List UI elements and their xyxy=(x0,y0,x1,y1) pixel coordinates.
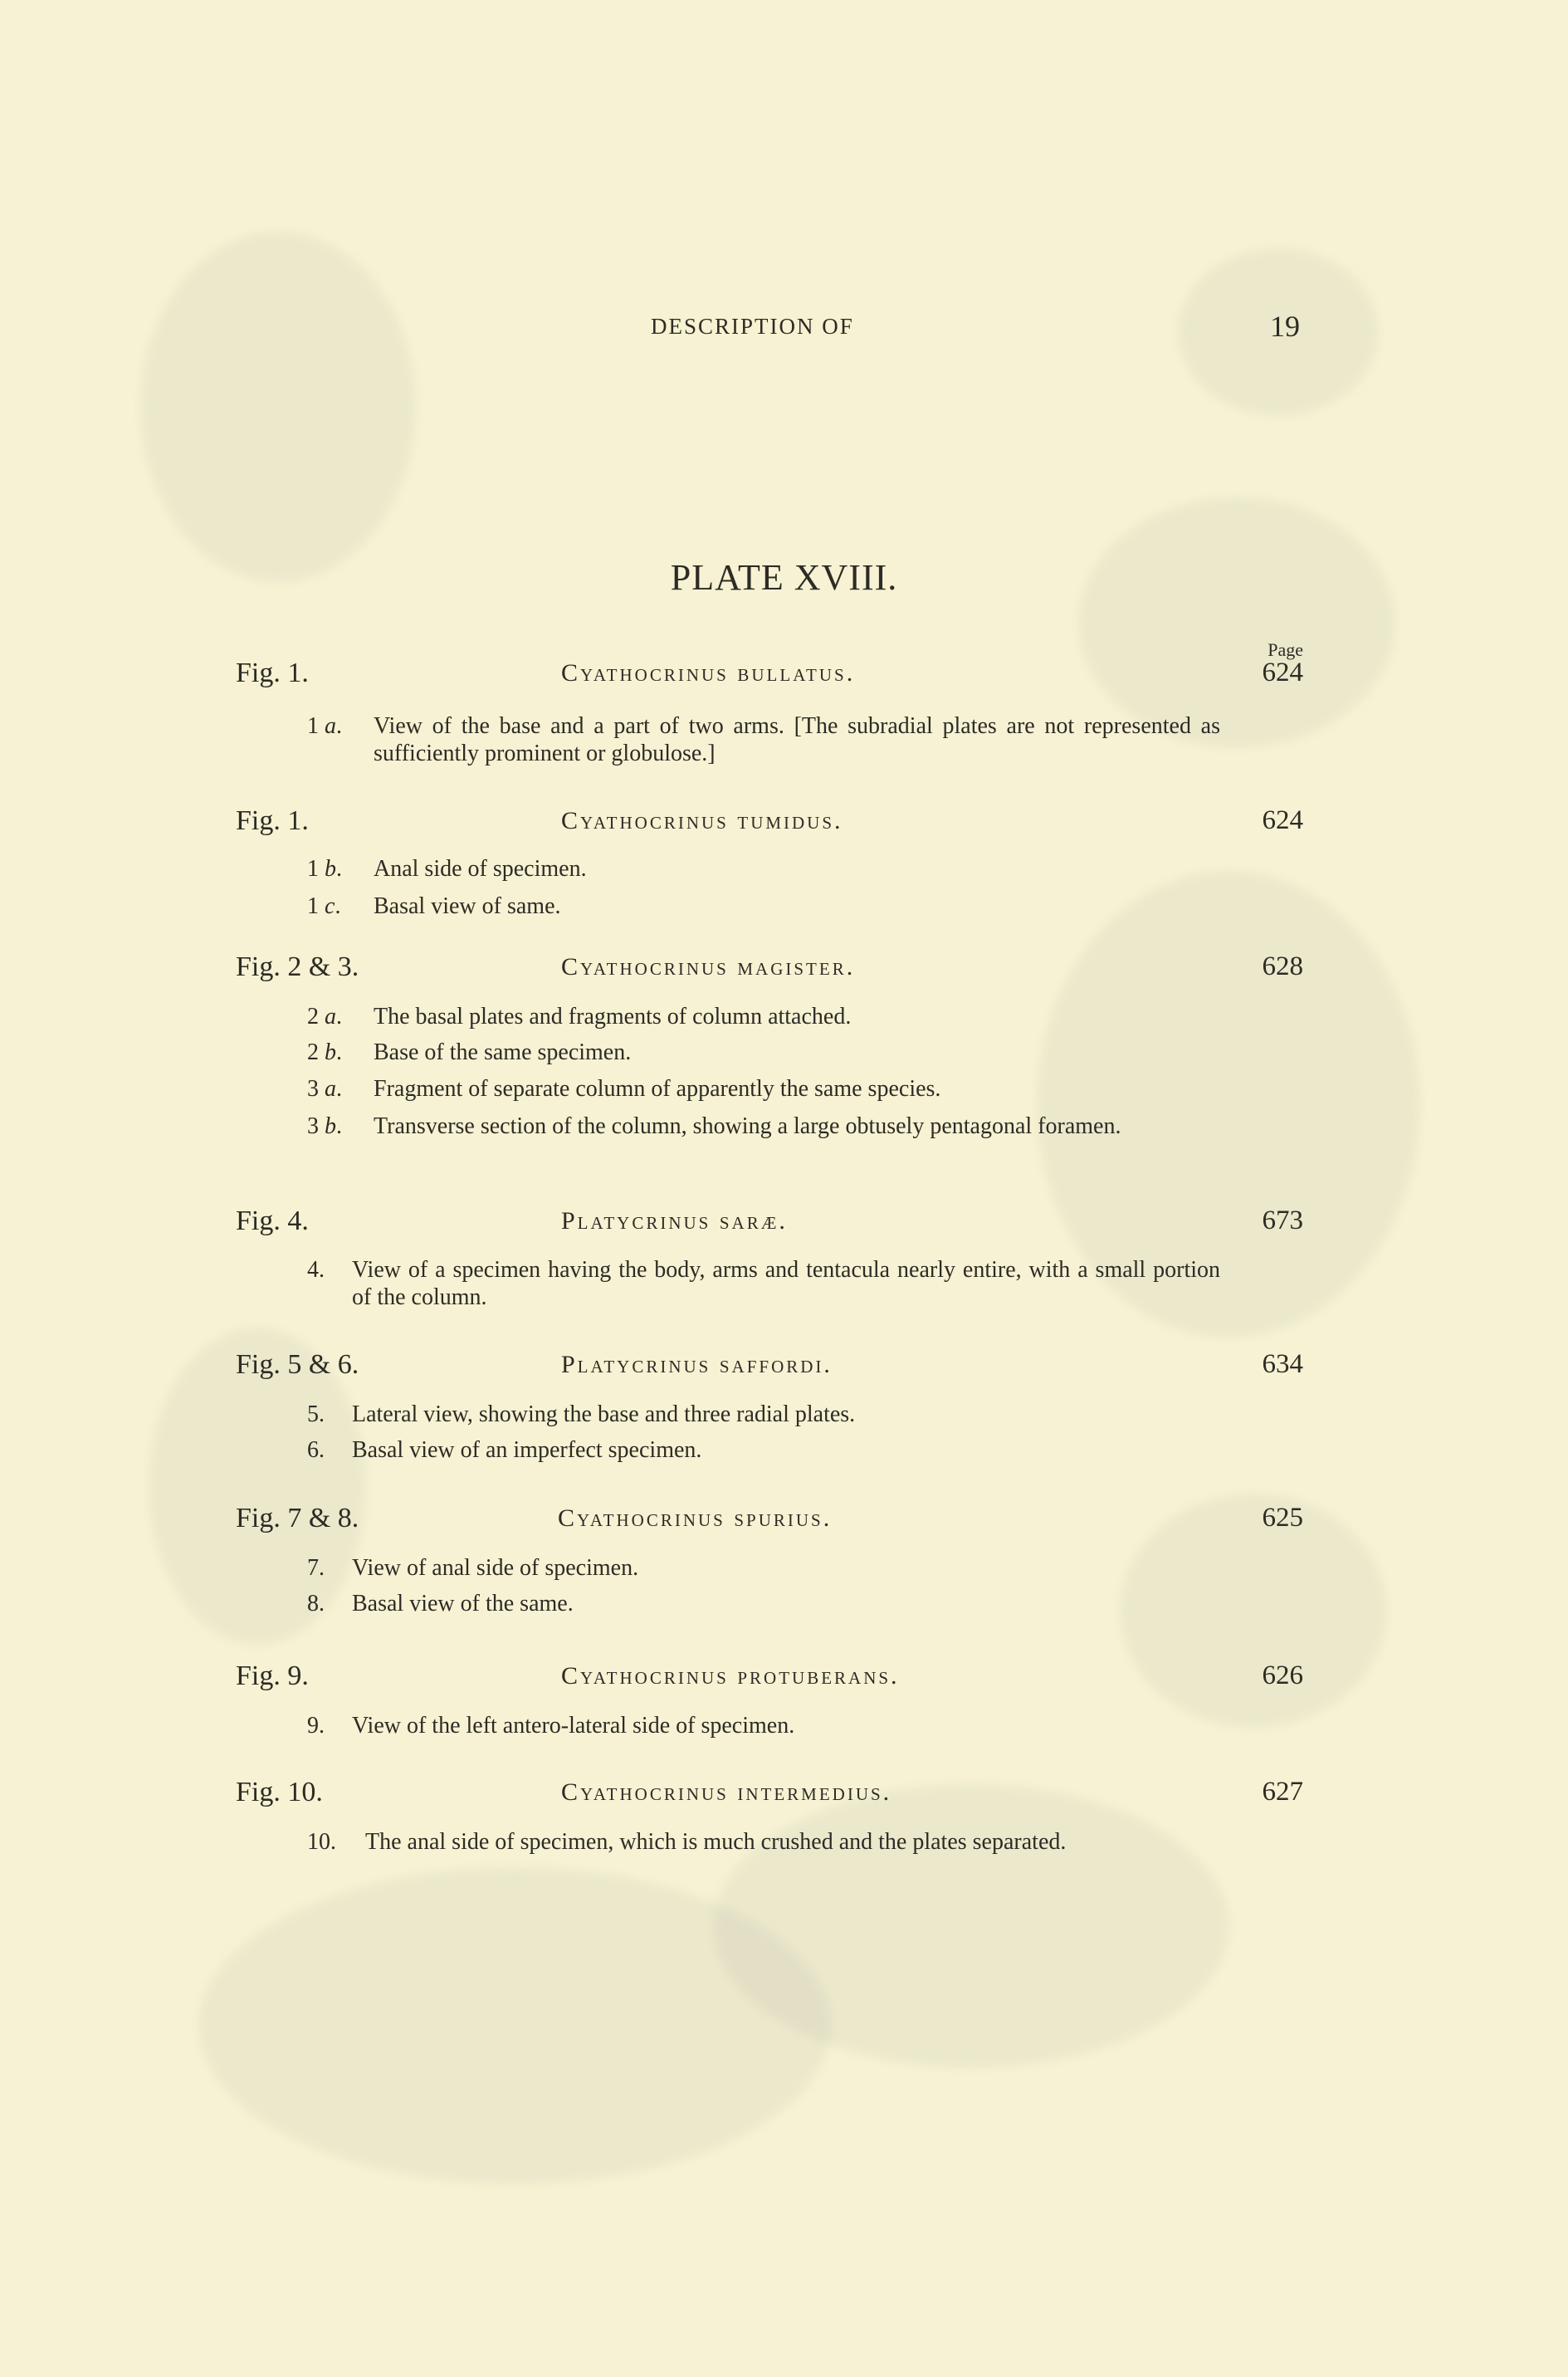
figure-key-number: 6 xyxy=(307,1437,319,1463)
figure-key: 1 b. xyxy=(307,856,342,882)
figure-key-letter: c xyxy=(325,893,335,919)
plate-title: PLATE XVIII. xyxy=(670,557,898,598)
figure-key: 5. xyxy=(307,1401,325,1427)
species-name: Cyathocrinus protuberans. xyxy=(561,1662,900,1690)
figure-description-text: Lateral view, showing the base and three radial plates. xyxy=(352,1401,856,1427)
figure-heading-row xyxy=(0,1206,1568,1242)
figure-key-number: 10 xyxy=(307,1829,330,1855)
figure-description xyxy=(0,1554,1568,1584)
figure-label: Fig. 7 & 8. xyxy=(236,1503,359,1533)
bleed-through-shape xyxy=(1079,498,1395,747)
figure-page-ref: 673 xyxy=(1262,1206,1303,1235)
figure-description-text: View of the left antero-lateral side of specimen. xyxy=(352,1713,795,1739)
figure-page-ref: 627 xyxy=(1262,1777,1303,1807)
figure-heading-row xyxy=(0,1660,1568,1697)
figure-key: 4. xyxy=(307,1257,325,1283)
species-name: Platycrinus saræ. xyxy=(561,1207,788,1235)
figure-key: 3 b. xyxy=(307,1113,342,1139)
figure-page-ref: 624 xyxy=(1262,658,1303,687)
figure-description-text: Basal view of same. xyxy=(374,893,561,919)
figure-key-letter: b xyxy=(325,856,336,882)
figure-description xyxy=(0,1712,1568,1742)
figure-label: Fig. 4. xyxy=(236,1206,309,1236)
running-head: DESCRIPTION OF xyxy=(651,314,854,339)
figure-page-ref: 628 xyxy=(1262,951,1303,981)
figure-description xyxy=(0,1003,1568,1033)
figure-key: 1 a. xyxy=(307,713,342,739)
figure-description xyxy=(0,1828,1568,1886)
figure-description xyxy=(0,712,1568,770)
species-name: Cyathocrinus tumidus. xyxy=(561,807,843,834)
figure-key-number: 1 xyxy=(307,713,319,739)
figure-heading-row xyxy=(0,805,1568,842)
figure-label: Fig. 1. xyxy=(236,805,309,836)
figure-label: Fig. 1. xyxy=(236,658,309,688)
figure-description-text: Basal view of the same. xyxy=(352,1591,574,1616)
figure-label: Fig. 9. xyxy=(236,1660,309,1691)
figure-description xyxy=(0,1256,1568,1314)
species-name: Platycrinus saffordi. xyxy=(561,1351,833,1378)
page-column-label: Page xyxy=(1268,639,1303,660)
figure-description xyxy=(0,855,1568,885)
figure-heading-row xyxy=(0,1503,1568,1539)
figure-key-number: 2 xyxy=(307,1004,319,1030)
figure-heading-row xyxy=(0,658,1568,694)
figure-description-text: The basal plates and fragments of column attached. xyxy=(374,1004,852,1030)
figure-description xyxy=(0,1436,1568,1466)
figure-heading-row xyxy=(0,951,1568,988)
page-header xyxy=(0,309,1568,359)
figure-page-ref: 624 xyxy=(1262,805,1303,835)
species-name: Cyathocrinus spurius. xyxy=(558,1504,833,1532)
species-name: Cyathocrinus intermedius. xyxy=(561,1778,892,1806)
figure-key-number: 5 xyxy=(307,1401,319,1427)
figure-key: 1 c. xyxy=(307,893,341,919)
figure-key: 9. xyxy=(307,1713,325,1739)
figure-description-text: View of a specimen having the body, arms and tentacula nearly entire, with a small portion of the column. xyxy=(352,1257,1220,1310)
figure-label: Fig. 5 & 6. xyxy=(236,1349,359,1380)
figure-key-number: 1 xyxy=(307,856,319,882)
bleed-through-shape xyxy=(714,1785,1229,2067)
figure-heading-row xyxy=(0,1777,1568,1813)
figure-key-number: 4 xyxy=(307,1257,319,1283)
figure-key-letter: a xyxy=(325,713,336,739)
figure-key: 10. xyxy=(307,1829,336,1855)
figure-key-number: 9 xyxy=(307,1713,319,1739)
figure-description xyxy=(0,1590,1568,1620)
figure-description-text: Fragment of separate column of apparently the same species. xyxy=(374,1076,941,1102)
figure-label: Fig. 10. xyxy=(236,1777,323,1807)
figure-key: 6. xyxy=(307,1437,325,1463)
species-name: Cyathocrinus magister. xyxy=(561,953,856,981)
figure-key: 7. xyxy=(307,1555,325,1581)
figure-description-text: View of the base and a part of two arms. [The subradial plates are not represented as sufficiently prominent or globulose.] xyxy=(374,713,1220,766)
figure-key-number: 3 xyxy=(307,1113,319,1139)
figure-description xyxy=(0,1039,1568,1069)
figure-description xyxy=(0,1075,1568,1105)
figure-key: 2 a. xyxy=(307,1004,342,1030)
figure-key-number: 7 xyxy=(307,1555,319,1581)
figure-page-ref: 625 xyxy=(1262,1503,1303,1533)
figure-description-text: Basal view of an imperfect specimen. xyxy=(352,1437,702,1463)
figure-key-number: 3 xyxy=(307,1076,319,1102)
page-number: 19 xyxy=(1270,310,1300,343)
species-name: Cyathocrinus bullatus. xyxy=(561,659,856,687)
figure-label: Fig. 2 & 3. xyxy=(236,951,359,982)
figure-page-ref: 634 xyxy=(1262,1349,1303,1379)
figure-description-text: View of anal side of specimen. xyxy=(352,1555,639,1581)
figure-description-text: Base of the same specimen. xyxy=(374,1039,632,1065)
figure-key-number: 2 xyxy=(307,1039,319,1065)
figure-key: 8. xyxy=(307,1591,325,1616)
figure-key-number: 8 xyxy=(307,1591,319,1616)
figure-description xyxy=(0,893,1568,922)
figure-key: 3 a. xyxy=(307,1076,342,1102)
figure-page-ref: 626 xyxy=(1262,1660,1303,1690)
figure-description xyxy=(0,1113,1568,1171)
figure-heading-row xyxy=(0,1349,1568,1386)
figure-description-text: Transverse section of the column, showing a large obtusely pentagonal foramen. xyxy=(374,1113,1121,1139)
figure-description xyxy=(0,1401,1568,1431)
figure-key-letter: a xyxy=(325,1076,336,1102)
figure-key-letter: b xyxy=(325,1039,336,1065)
figure-key-letter: b xyxy=(325,1113,336,1139)
figure-key-number: 1 xyxy=(307,893,319,919)
figure-description-text: The anal side of specimen, which is much crushed and the plates separated. xyxy=(365,1829,1067,1855)
bleed-through-shape xyxy=(141,232,415,581)
figure-description-text: Anal side of specimen. xyxy=(374,856,587,882)
figure-key: 2 b. xyxy=(307,1039,342,1065)
figure-key-letter: a xyxy=(325,1004,336,1030)
